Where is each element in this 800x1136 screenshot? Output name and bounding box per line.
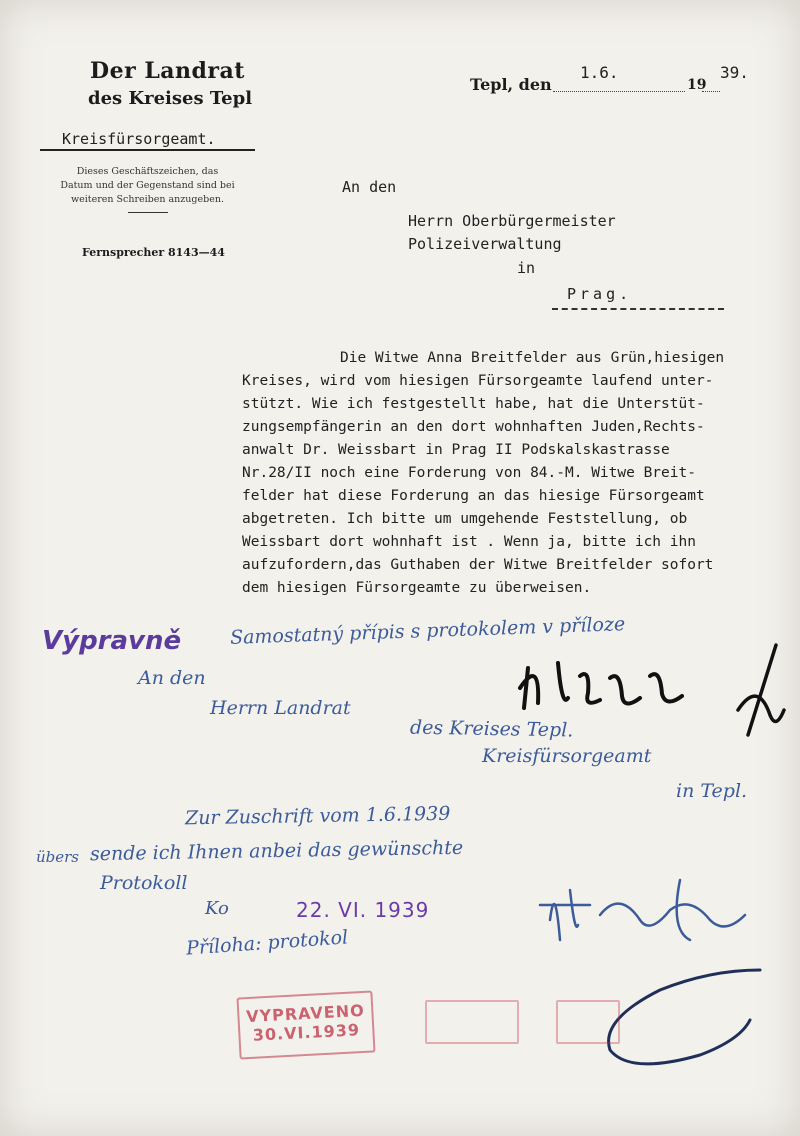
handwritten-note: Ko xyxy=(205,898,229,919)
handwritten-note: Protokoll xyxy=(100,872,188,894)
handwritten-note: Samostatný přípis s protokolem v příloze xyxy=(229,613,626,649)
handwritten-note: übers xyxy=(36,848,80,866)
address-department: Polizeiverwaltung xyxy=(408,235,562,253)
letterhead-office: Kreisfürsorgeamt. xyxy=(62,130,216,148)
handwritten-note: An den xyxy=(138,667,206,689)
body-line: anwalt Dr. Weissbart in Prag II Podskalskastrasse xyxy=(242,442,670,458)
body-line: aufzufordern,das Guthaben der Witwe Breitfelder sofort xyxy=(242,557,714,573)
body-line: dem hiesigen Fürsorgeamte zu überweisen. xyxy=(242,580,592,596)
handwritten-note: sende ich Ihnen anbei das gewünschte xyxy=(89,836,464,866)
signature-ink-blue xyxy=(530,860,770,970)
address-recipient: Herrn Oberbürgermeister xyxy=(408,212,616,230)
dateline-year-prefix: 19 xyxy=(687,77,707,93)
stamp-faded-box xyxy=(556,1000,620,1044)
letter-body xyxy=(242,347,800,600)
body-line: Die Witwe Anna Breitfelder aus Grün,hiesigen xyxy=(340,350,725,366)
dateline-year-rule xyxy=(702,91,720,92)
stamp-faded-box xyxy=(425,1000,519,1044)
handwritten-note: Kreisfürsorgeamt xyxy=(482,745,652,767)
body-line: felder hat diese Forderung an das hiesige Fürsorgeamt xyxy=(242,488,705,504)
stamp-vypraveno xyxy=(236,990,375,1059)
body-line: stützt. Wie ich festgestellt habe, hat die Unterstüt- xyxy=(242,396,705,412)
address-in: in xyxy=(517,259,536,277)
address-intro: An den xyxy=(342,178,397,196)
dateline-date: 1.6. xyxy=(580,63,619,82)
letterhead-rule xyxy=(40,149,255,151)
dateline-place: Tepl, den xyxy=(470,75,552,94)
body-line: Nr.28/II noch eine Forderung von 84.-M. Witwe Breit- xyxy=(242,465,696,481)
handwritten-note: Zur Zuschrift vom 1.6.1939 xyxy=(184,802,451,830)
body-line: zungsempfängerin an den dort wohnhaften Juden,Rechts- xyxy=(242,419,705,435)
letterhead-phone: Fernsprecher 8143—44 xyxy=(82,246,225,259)
address-underline xyxy=(552,308,724,310)
signature-ink-black xyxy=(510,648,700,718)
initials-ink-black xyxy=(728,640,788,740)
stamp-vypraveno-date: 30.VI.1939 xyxy=(252,1020,361,1045)
handwritten-note: in Tepl. xyxy=(676,780,748,802)
letterhead-district: des Kreises Tepl xyxy=(88,88,253,109)
body-line: Weissbart dort wohnhaft ist . Wenn ja, bitte ich ihn xyxy=(242,534,696,550)
stamp-vypraveno-label: VYPRAVENO xyxy=(245,1000,366,1027)
stamp-received-date: 22. VI. 1939 xyxy=(296,898,430,922)
body-line: abgetreten. Ich bitte um umgehende Feststellung, ob xyxy=(242,511,688,527)
handwritten-note: Příloha: protokol xyxy=(185,926,349,960)
dateline-year-suffix: 39. xyxy=(720,63,749,82)
body-line: Kreises, wird vom hiesigen Fürsorgeamte laufend unter- xyxy=(242,373,714,389)
dateline-dotted-rule xyxy=(553,91,685,92)
notice-rule xyxy=(128,212,168,213)
address-city: Prag. xyxy=(567,285,633,303)
handwritten-note: des Kreises Tepl. xyxy=(409,716,574,742)
letterhead-notice: Dieses Geschäftszeichen, das Datum und der Gegenstand sind bei weiteren Schreiben anzugeben. xyxy=(60,166,235,205)
stamp-vypravne: Výpravně xyxy=(42,626,182,656)
handwritten-note: Herrn Landrat xyxy=(210,697,351,719)
letterhead-authority: Der Landrat xyxy=(90,58,245,84)
